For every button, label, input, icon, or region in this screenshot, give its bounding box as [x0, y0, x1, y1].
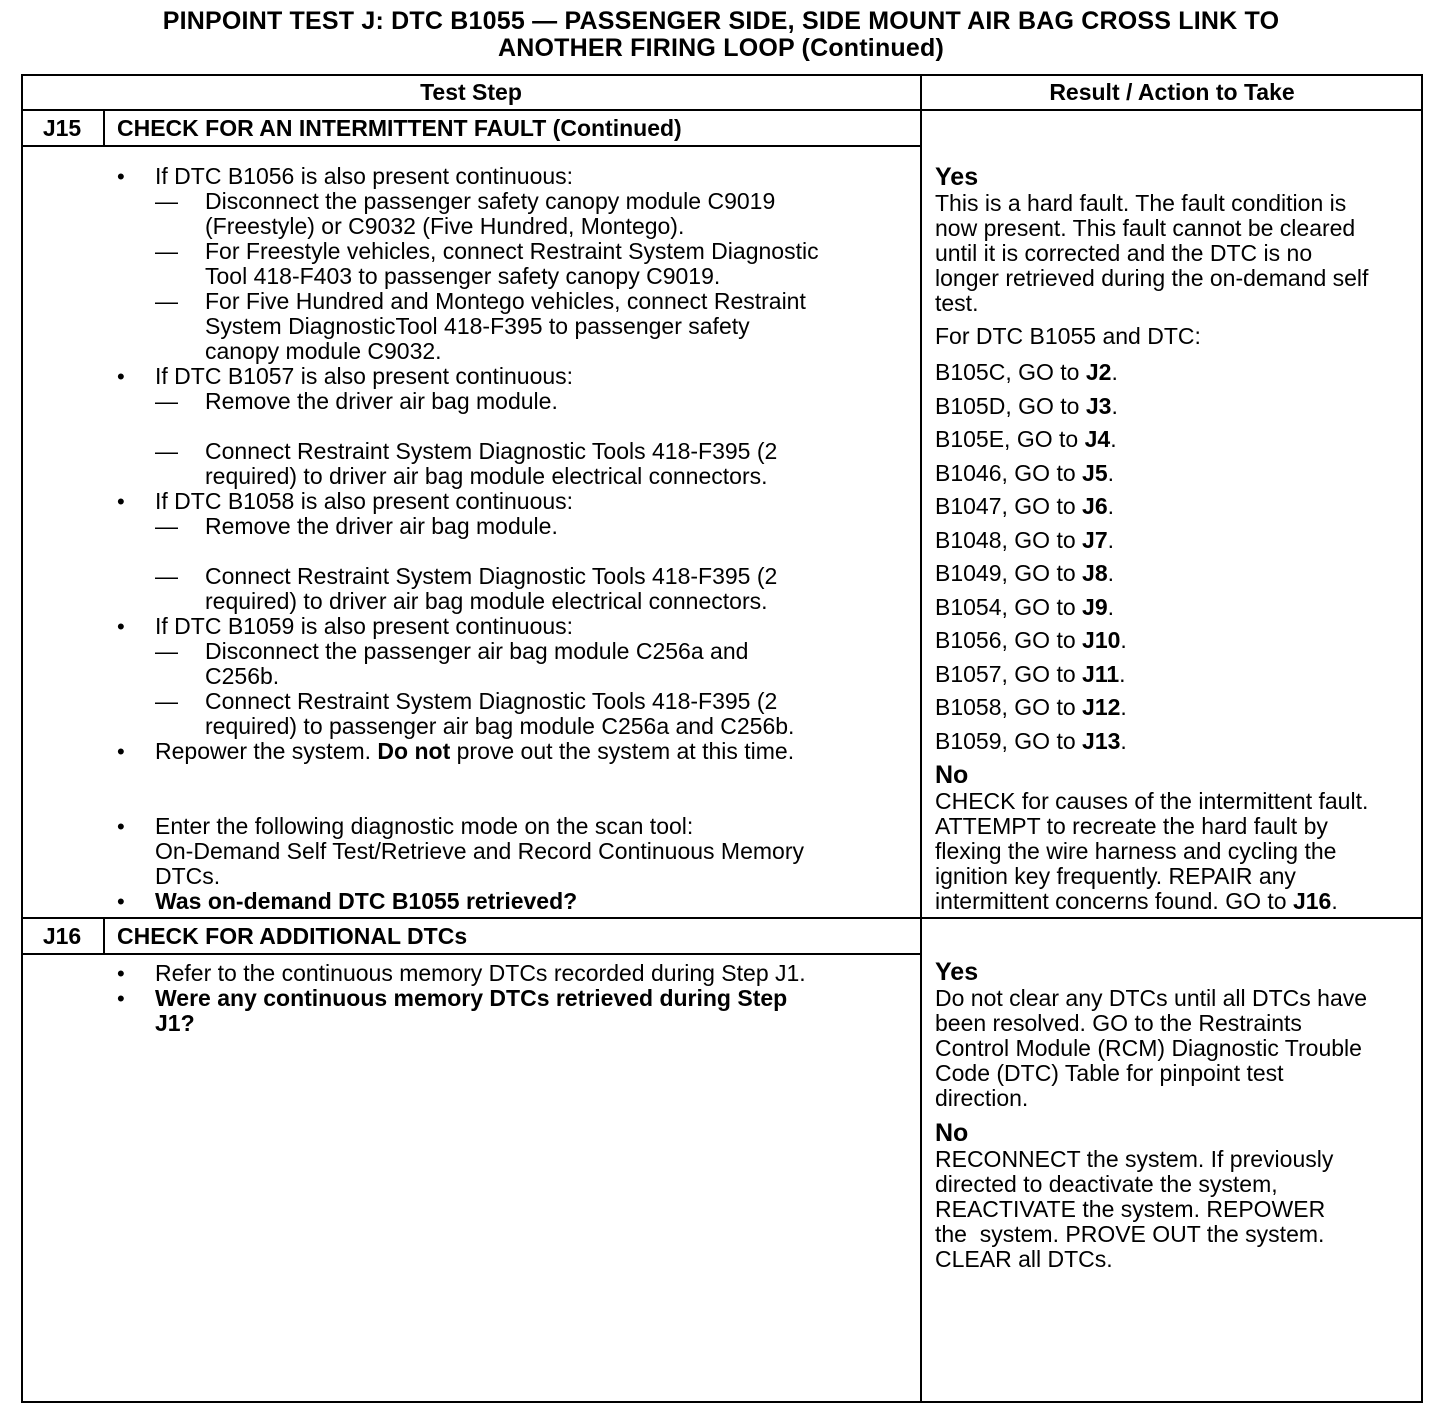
goto-code: B1048, GO to: [935, 526, 1083, 553]
goto-line: [935, 528, 1114, 553]
goto-line: [935, 494, 1114, 519]
j15-no-line-5-end: .: [1331, 888, 1338, 914]
goto-step: J5: [1082, 459, 1108, 486]
j16-no-label: No: [935, 1119, 969, 1147]
dash-icon: —: [155, 288, 178, 314]
goto-line: [935, 595, 1114, 620]
j15-yes-line-3: until it is corrected and the DTC is no: [935, 240, 1313, 266]
goto-step: J3: [1085, 392, 1112, 419]
j15-bullet-4-dash-2-line-1: Connect Restraint System Diagnostic Tools 418-F395 (2: [205, 688, 778, 714]
step-title-j15: CHECK FOR AN INTERMITTENT FAULT (Continued): [117, 115, 682, 141]
step-id-j15: J15: [42, 115, 82, 141]
bullet-icon: •: [117, 814, 125, 839]
j15-yes-line-5: test.: [935, 290, 979, 316]
goto-line: [935, 695, 1127, 720]
page-title-line2: ANOTHER FIRING LOOP (Continued): [498, 34, 944, 62]
dash-icon: —: [155, 638, 178, 664]
goto-end: .: [1111, 392, 1118, 419]
goto-end: .: [1111, 359, 1118, 385]
goto-code: B1058, GO to: [935, 694, 1083, 720]
bullet-icon: •: [117, 614, 125, 639]
j15-bullet-3-dash-2-line-1: Connect Restraint System Diagnostic Tools 418-F395 (2: [205, 563, 778, 589]
goto-end: .: [1120, 627, 1127, 653]
goto-code: B105D, GO to: [935, 392, 1086, 419]
j15-bullet-4-dash-2-line-2: required) to passenger air bag module C256a and C256b.: [205, 713, 795, 739]
j16-no-line-3: REACTIVATE the system. REPOWER: [935, 1196, 1326, 1222]
j15-no-line-3: flexing the wire harness and cycling the: [935, 838, 1337, 864]
j15-bullet-1: If DTC B1056 is also present continuous:: [155, 163, 574, 189]
j15-bullet-1-dash-3-line-1: For Five Hundred and Montego vehicles, connect Restraint: [205, 288, 806, 314]
goto-end: .: [1107, 526, 1115, 553]
dash-icon: —: [155, 563, 178, 589]
j16-no-line-1: RECONNECT the system. If previously: [935, 1146, 1334, 1172]
j15-bullet-4-dash-1-line-1: Disconnect the passenger air bag module C256a and: [205, 638, 749, 664]
goto-step: J12: [1082, 694, 1121, 720]
goto-line: [935, 628, 1127, 653]
j16-yes-line-4: Code (DTC) Table for pinpoint test: [935, 1060, 1284, 1086]
goto-code: B1056, GO to: [935, 627, 1083, 653]
j16-no-line-2: directed to deactivate the system,: [935, 1171, 1278, 1197]
page-title: [0, 8, 1442, 62]
goto-line: [935, 461, 1114, 486]
j15-bullet-1-dash-1-line-2: (Freestyle) or C9032 (Five Hundred, Montego).: [205, 213, 685, 239]
j15-no-label: No: [935, 761, 969, 789]
step-title-j16: CHECK FOR ADDITIONAL DTCs: [117, 923, 468, 949]
goto-line: [935, 427, 1117, 452]
goto-step: J2: [1085, 359, 1112, 385]
goto-end: .: [1107, 593, 1115, 620]
goto-line: [935, 360, 1118, 385]
bullet-icon: •: [117, 489, 125, 514]
j15-bullet-2-dash-1: Remove the driver air bag module.: [205, 388, 558, 414]
j15-bullet-3-dash-1: Remove the driver air bag module.: [205, 513, 558, 539]
j15-bullet-5-post: prove out the system at this time.: [450, 738, 795, 764]
j15-no-line-5: [935, 889, 1338, 914]
j15-bullet-1-dash-2-line-2: Tool 418-F403 to passenger safety canopy C9019.: [205, 263, 721, 289]
bullet-icon: •: [117, 961, 125, 986]
j16-row-divider: [21, 917, 1423, 919]
j15-bullet-2-dash-2-line-1: Connect Restraint System Diagnostic Tools 418-F395 (2: [205, 438, 778, 464]
step-id-j16: J16: [42, 923, 82, 949]
j15-yes-line-1: This is a hard fault. The fault condition is: [935, 190, 1347, 216]
j15-bullet-6-line-2: On-Demand Self Test/Retrieve and Record Continuous Memory: [155, 838, 804, 864]
header-result: Result / Action to Take: [1049, 79, 1295, 105]
j16-no-line-5: CLEAR all DTCs.: [935, 1246, 1113, 1272]
j15-bullet-1-dash-1-line-1: Disconnect the passenger safety canopy module C9019: [205, 188, 776, 214]
j15-bullet-1-dash-2-line-1: For Freestyle vehicles, connect Restraint System Diagnostic: [205, 238, 819, 264]
goto-end: .: [1107, 493, 1115, 519]
goto-line: [935, 394, 1118, 419]
j15-bullet-4: If DTC B1059 is also present continuous:: [155, 613, 574, 639]
dash-icon: —: [155, 438, 178, 464]
j15-yes-line-6: For DTC B1055 and DTC:: [935, 323, 1201, 349]
j16-id-divider: [103, 917, 105, 955]
header-divider: [21, 109, 1423, 111]
goto-end: .: [1120, 694, 1127, 720]
j15-bullet-2: If DTC B1057 is also present continuous:: [155, 363, 574, 389]
j15-bullet-6-line-1: Enter the following diagnostic mode on the scan tool:: [155, 813, 694, 839]
j16-no-line-4: the system. PROVE OUT the system.: [935, 1221, 1325, 1247]
j15-bullet-1-dash-3-line-3: canopy module C9032.: [205, 338, 442, 364]
j15-bullet-5: [155, 739, 794, 764]
dash-icon: —: [155, 388, 178, 414]
goto-step: J10: [1082, 627, 1121, 653]
goto-code: B1059, GO to: [935, 727, 1083, 754]
goto-code: B1054, GO to: [935, 593, 1083, 620]
j15-bullet-4-dash-1-line-2: C256b.: [205, 663, 280, 689]
goto-line: [935, 561, 1114, 586]
j16-yes-line-1: Do not clear any DTCs until all DTCs have: [935, 985, 1368, 1011]
goto-code: B105E, GO to: [935, 426, 1085, 452]
goto-line: [935, 729, 1127, 754]
j15-yes-line-2: now present. This fault cannot be cleared: [935, 215, 1356, 241]
goto-step: J9: [1082, 593, 1108, 620]
j16-yes-label: Yes: [935, 958, 979, 986]
bullet-icon: •: [117, 164, 125, 189]
j15-question: Was on-demand DTC B1055 retrieved?: [155, 888, 578, 914]
j15-yes-label: Yes: [935, 163, 979, 191]
j15-no-line-1: CHECK for causes of the intermittent fault.: [935, 788, 1369, 814]
j15-bullet-6-line-3: DTCs.: [155, 863, 221, 889]
j15-yes-line-4: longer retrieved during the on-demand self: [935, 265, 1369, 291]
j16-question-line-1: Were any continuous memory DTCs retrieved during Step: [155, 985, 788, 1011]
j16-yes-line-5: direction.: [935, 1085, 1029, 1111]
j15-title-divider: [21, 145, 922, 147]
j16-yes-line-2: been resolved. GO to the Restraints: [935, 1010, 1302, 1036]
goto-line: [935, 662, 1126, 687]
bullet-icon: •: [117, 739, 125, 764]
j15-id-divider: [103, 109, 105, 147]
j15-bullet-3: If DTC B1058 is also present continuous:: [155, 488, 574, 514]
header-test-step: Test Step: [420, 79, 522, 105]
goto-code: B1047, GO to: [935, 493, 1083, 519]
j15-bullet-2-dash-2-line-2: required) to driver air bag module electrical connectors.: [205, 463, 768, 489]
j16-title-divider: [21, 953, 922, 955]
goto-end: .: [1119, 660, 1126, 687]
dash-icon: —: [155, 188, 178, 214]
page-title-line1: PINPOINT TEST J: DTC B1055 — PASSENGER SIDE, SIDE MOUNT AIR BAG CROSS LINK TO: [162, 7, 1280, 35]
goto-step: J8: [1082, 560, 1108, 586]
j15-bullet-1-dash-3-line-2: System DiagnosticTool 418-F395 to passenger safety: [205, 313, 750, 339]
j16-yes-line-3: Control Module (RCM) Diagnostic Trouble: [935, 1035, 1362, 1061]
dash-icon: —: [155, 513, 178, 539]
column-divider: [920, 74, 922, 1403]
j16-question-line-2: J1?: [155, 1010, 195, 1036]
goto-step: J6: [1082, 493, 1108, 519]
j15-no-line-4: ignition key frequently. REPAIR any: [935, 863, 1296, 889]
goto-code: B1049, GO to: [935, 560, 1083, 586]
j15-no-line-2: ATTEMPT to recreate the hard fault by: [935, 813, 1328, 839]
goto-end: .: [1120, 727, 1127, 754]
dash-icon: —: [155, 688, 178, 714]
j15-bullet-5-bold: Do not: [377, 738, 451, 764]
goto-step: J13: [1082, 727, 1121, 754]
bullet-icon: •: [117, 364, 125, 389]
j15-no-goto-step: J16: [1292, 888, 1332, 914]
j15-bullet-3-dash-2-line-2: required) to driver air bag module electrical connectors.: [205, 588, 768, 614]
goto-code: B105C, GO to: [935, 359, 1086, 385]
goto-end: .: [1107, 459, 1115, 486]
dash-icon: —: [155, 238, 178, 264]
goto-step: J4: [1084, 426, 1111, 452]
j15-no-line-5-text: intermittent concerns found. GO to: [935, 888, 1293, 914]
bullet-icon: •: [117, 889, 125, 914]
goto-end: .: [1107, 560, 1115, 586]
goto-step: J11: [1082, 660, 1120, 687]
goto-code: B1057, GO to: [935, 660, 1083, 687]
bullet-icon: •: [117, 986, 125, 1011]
goto-end: .: [1110, 426, 1117, 452]
goto-code: B1046, GO to: [935, 459, 1083, 486]
j16-bullet-1: Refer to the continuous memory DTCs recorded during Step J1.: [155, 960, 806, 986]
goto-step: J7: [1082, 526, 1108, 553]
j15-bullet-5-pre: Repower the system.: [155, 738, 378, 764]
